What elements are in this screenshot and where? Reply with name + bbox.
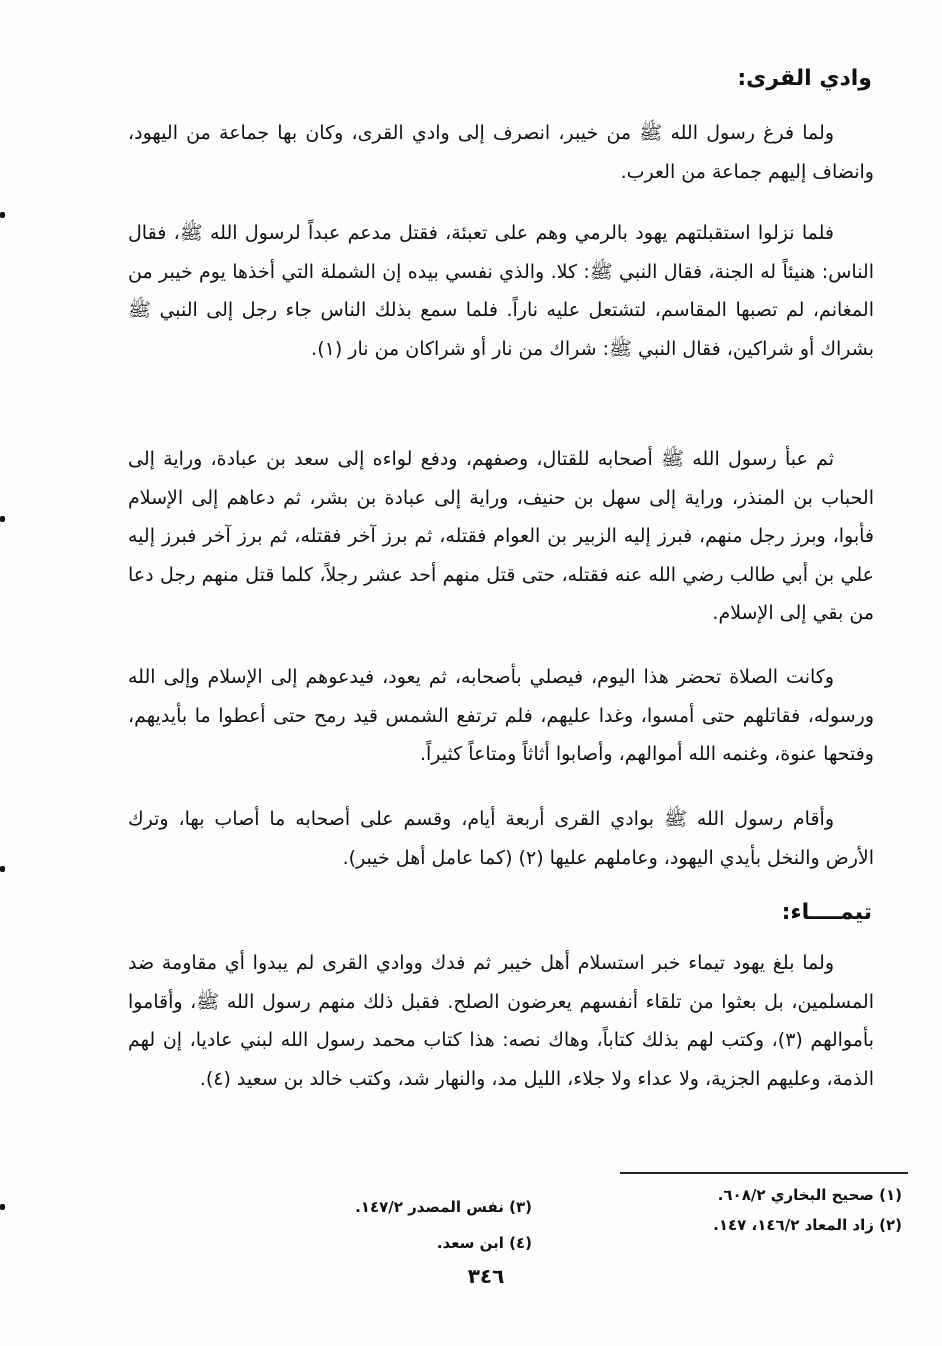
margin-dot	[0, 212, 5, 218]
paragraph-6: ولما بلغ يهود تيماء خبر استسلام أهل خيبر ثم فدك ووادي القرى لم يبدوا أي مقاومة ضد المسلمين، بل بعثوا من تلقاء أنفسهم يعرضون الصلح. فقبل ذلك منهم رسول الله ﷺ، وأقاموا بأموالهم (٣)، وكتب لهم بذلك كتاباً، وهاك نصه: هذا كتاب محمد رسول الله لبني عاديا، إن لهم الذمة، وعليهم الجزية، ولا عداء ولا جلاء، الليل مد، والنهار شد، وكتب خالد بن سعيد (٤).	[128, 952, 874, 1090]
footnote-1: (١) صحيح البخاري ٦٠٨/٢.	[717, 1186, 902, 1204]
footnote-3: (٣) نفس المصدر ١٤٧/٢.	[355, 1198, 532, 1216]
section-heading-tayma: تيمــــاء:	[781, 900, 872, 925]
paragraph-4: وكانت الصلاة تحضر هذا اليوم، فيصلي بأصحابه، ثم يعود، فيدعوهم إلى الإسلام وإلى الله ورسوله، فقاتلهم حتى أمسوا، وغدا عليهم، فلم ترتفع الشمس قيد رمح حتى أعطوا ما بأيديهم، وفتحها عنوة، وغنمه الله أموالهم، وأصابوا أثاثاً ومتاعاً كثيراً.	[128, 666, 874, 765]
page-number: ٣٤٦	[467, 1264, 505, 1288]
margin-dot	[0, 516, 5, 522]
paragraph-1: ولما فرغ رسول الله ﷺ من خيبر، انصرف إلى وادي القرى، وكان بها جماعة من اليهود، وانضاف إليهم جماعة من العرب.	[128, 122, 874, 183]
paragraph-2: فلما نزلوا استقبلتهم يهود بالرمي وهم على تعبئة، فقتل مدعم عبداً لرسول الله ﷺ، فقال الناس: هنيئاً له الجنة، فقال النبي ﷺ: كلا. والذي نفسي بيده إن الشملة التي أخذها يوم خيبر من المغانم، لم تصبها المقاسم، لتشتعل عليه ناراً. فلما سمع بذلك الناس جاء رجل إلى النبي ﷺ بشراك أو شراكين، فقال النبي ﷺ: شراك من نار أو شراكان من نار (١).	[128, 222, 874, 360]
footnote-2: (٢) زاد المعاد ١٤٦/٢، ١٤٧.	[713, 1216, 902, 1234]
margin-dot	[0, 866, 5, 872]
margin-dot	[0, 1204, 5, 1210]
footnote-separator	[620, 1172, 908, 1174]
footnote-4: (٤) ابن سعد.	[436, 1234, 532, 1252]
paragraph-5: وأقام رسول الله ﷺ بوادي القرى أربعة أيام، وقسم على أصحابه ما أصاب بها، وترك الأرض والنخل بأيدي اليهود، وعاملهم عليها (٢) (كما عامل أهل خيبر).	[128, 808, 874, 869]
paragraph-3: ثم عبأ رسول الله ﷺ أصحابه للقتال، وصفهم، ودفع لواءه إلى سعد بن عبادة، وراية إلى الحباب بن المنذر، وراية إلى سهل بن حنيف، وراية إلى عبادة بن بشر، ثم دعاهم إلى الإسلام فأبوا، وبرز رجل منهم، فبرز إليه الزبير بن العوام فقتله، ثم برز آخر فقتله، ثم برز آخر فبرز إليه علي بن أبي طالب رضي الله عنه فقتله، حتى قتل منهم أحد عشر رجلاً، كلما قتل منهم رجل دعا من بقي إلى الإسلام.	[128, 448, 874, 624]
section-heading-wadi-al-qura: وادي القرى:	[737, 66, 872, 91]
